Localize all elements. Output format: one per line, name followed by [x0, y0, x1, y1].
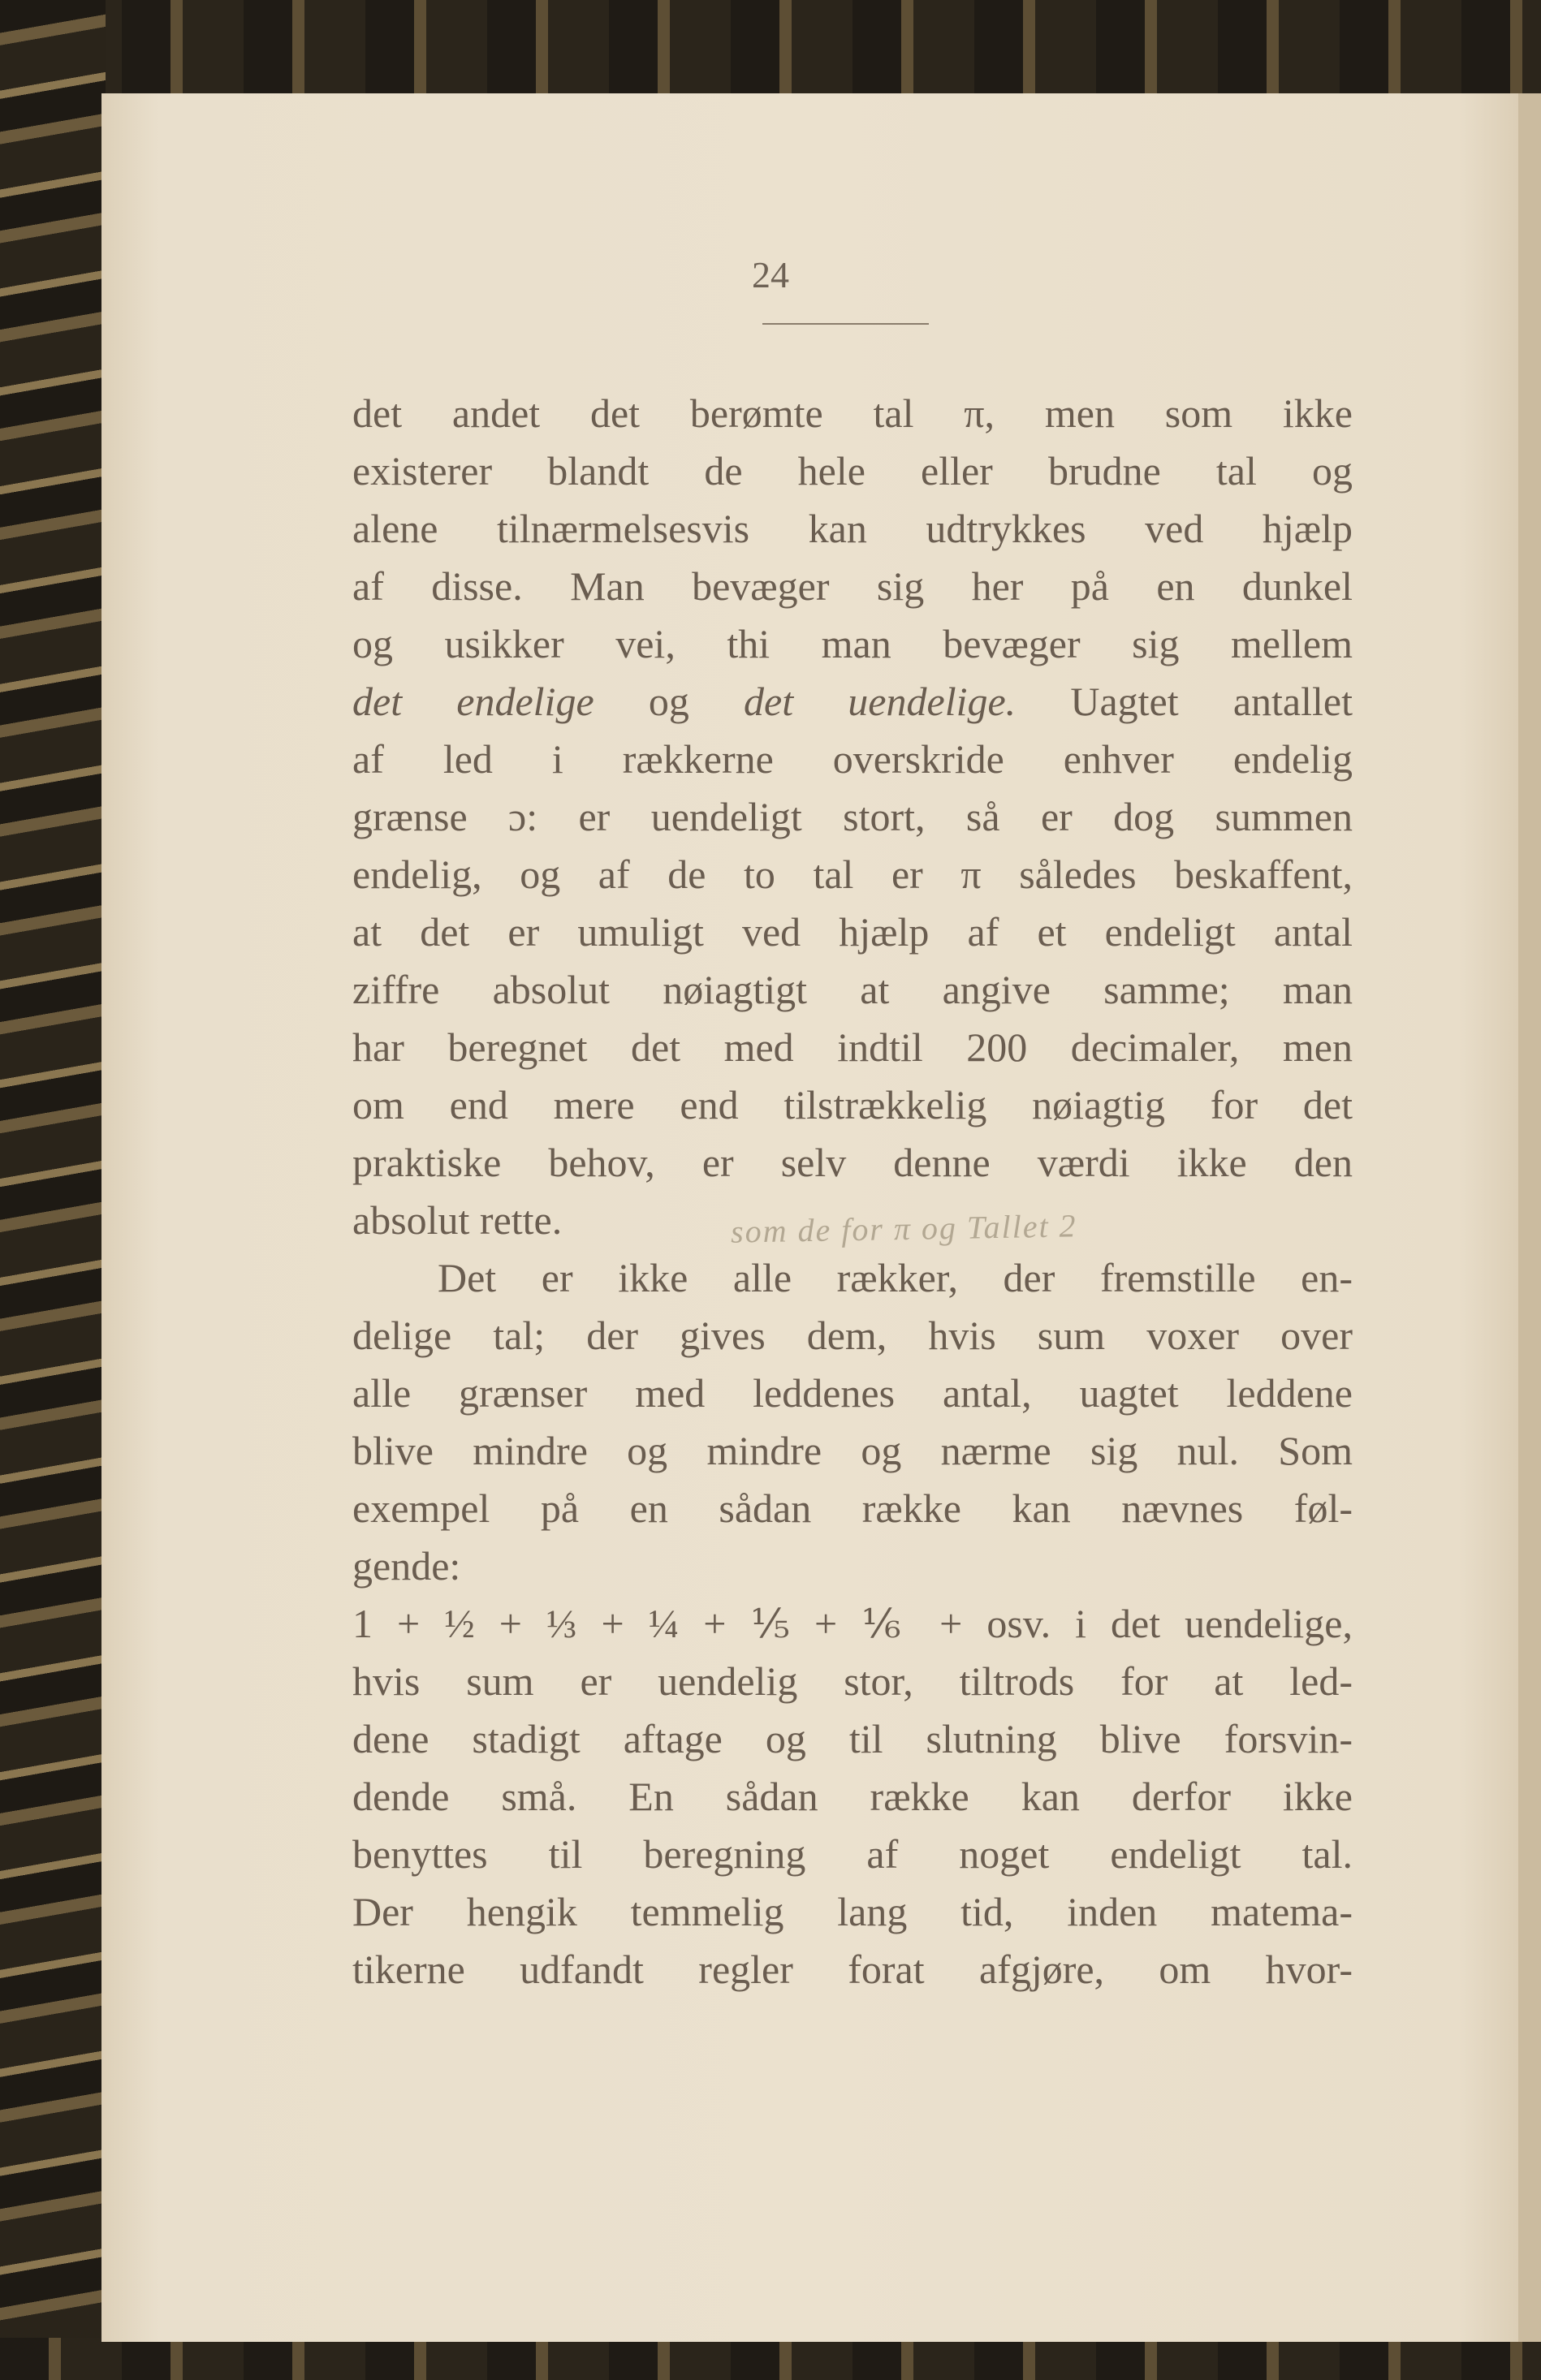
text-line: alene tilnærmelsesvis kan udtrykkes ved hjælp [352, 506, 1353, 551]
text-line: existerer blandt de hele eller brudne tal og [352, 448, 1353, 494]
text-line: hvis sum er uendelig stor, tiltrods for at led- [352, 1658, 1353, 1704]
text-line: har beregnet det med indtil 200 decimaler, men [352, 1024, 1353, 1070]
text-line: dene stadigt aftage og til slutning blive forsvin- [352, 1716, 1353, 1761]
text-line: ziffre absolut nøiagtigt at angive samme; man [352, 967, 1353, 1012]
text-line: Der hengik temmelig lang tid, inden matema- [352, 1889, 1353, 1934]
text-line: af led i rækkerne overskride enhver endelig [352, 736, 1353, 782]
book-binding-left [0, 0, 106, 2380]
text-line: blive mindre og mindre og nærme sig nul. Som [352, 1428, 1353, 1473]
text-line [352, 673, 1353, 731]
page-number: 24 [752, 254, 789, 295]
text-line: endelig, og af de to tal er π således beskaffent, [352, 852, 1353, 897]
italic-phrase: det uendelige. [744, 679, 1017, 724]
text-line: tikerne udfandt regler forat afgjøre, om hvor- [352, 1947, 1353, 1992]
text-line: benyttes til beregning af noget endeligt tal. [352, 1831, 1353, 1877]
series-formula-line: 1 + ½ + ⅓ + ¼ + ⅕ + ⅙ + osv. i det uendelige, [352, 1601, 1353, 1646]
text-line: praktiske behov, er selv denne værdi ikke den [352, 1140, 1353, 1185]
text-segment: og [594, 679, 745, 724]
body-text [352, 385, 1353, 1998]
text-line: af disse. Man bevæger sig her på en dunkel [352, 563, 1353, 609]
text-line: om end mere end tilstrækkelig nøiagtig for det [352, 1082, 1353, 1127]
text-line: gende: [352, 1543, 461, 1589]
text-line: Det er ikke alle rækker, der fremstille en- [438, 1255, 1353, 1300]
header-rule [762, 323, 929, 325]
text-line: absolut rette. [352, 1197, 563, 1243]
text-line: dende små. En sådan række kan derfor ikke [352, 1774, 1353, 1819]
text-line: alle grænser med leddenes antal, uagtet leddene [352, 1370, 1353, 1416]
text-line: exempel på en sådan række kan nævnes føl- [352, 1485, 1353, 1531]
book-binding-top [0, 0, 1541, 97]
text-line: og usikker vei, thi man bevæger sig mellem [352, 621, 1353, 666]
text-line: grænse ɔ: er uendeligt stort, så er dog summen [352, 794, 1353, 839]
book-binding-bottom [0, 2338, 1541, 2380]
handwritten-annotation: som de for π og Tallet 2 [730, 1207, 1077, 1250]
page-edge [1518, 93, 1541, 2342]
italic-phrase: det endelige [352, 679, 594, 724]
text-segment: Uagtet antallet [1016, 679, 1353, 724]
text-line: at det er umuligt ved hjælp af et endeligt antal [352, 909, 1353, 955]
text-line: delige tal; der gives dem, hvis sum voxer over [352, 1313, 1353, 1358]
text-line: det andet det berømte tal π, men som ikke [352, 390, 1353, 436]
